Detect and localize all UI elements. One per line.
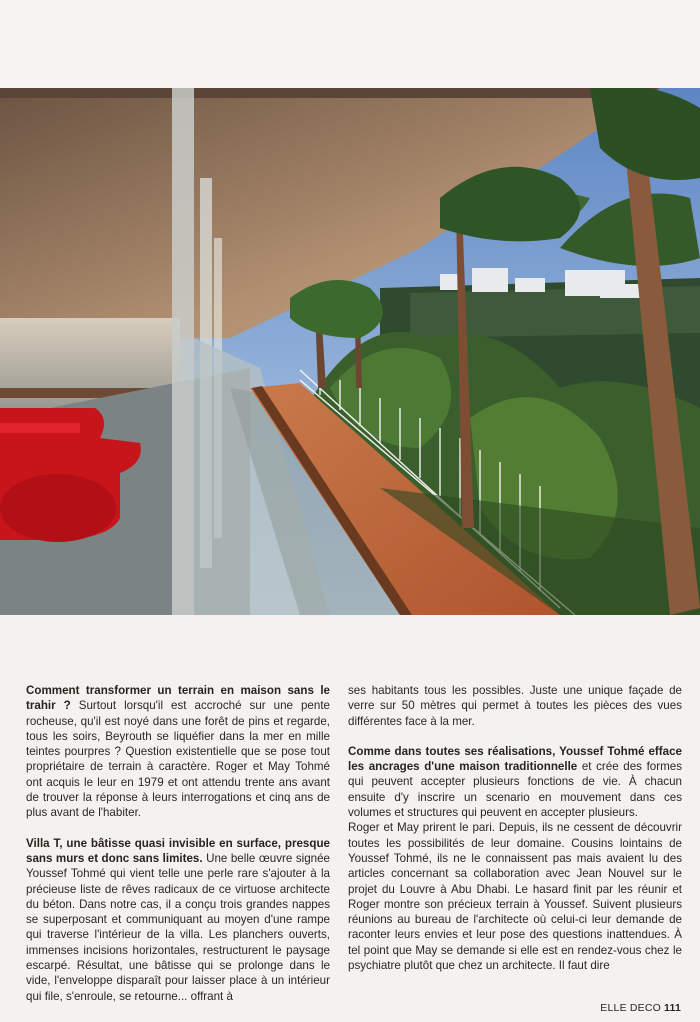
page-number: 111 xyxy=(664,1002,681,1014)
paragraph-lead: Villa T, une bâtisse quasi invisible en surface, presque sans murs et donc sans limites. xyxy=(26,836,330,865)
article-right-column xyxy=(348,683,682,973)
villa-terrace-photo xyxy=(0,88,700,615)
paragraph-lead: Comment transformer un terrain en maison sans le trahir ? xyxy=(26,684,330,713)
paragraph-text: Roger et May prirent le pari. Depuis, ils ne cessent de découvrir toutes les possibilités de leur domaine. Cousins lointains de Youssef Tohmé, ils ne le connaissent pas mais avaient lu des articles concernant sa collaboration avec Jean Nouvel sur le projet du Louvre à Abu Dhabi. Le hasard finit par les réunir et Roger montre son précieux terrain à Youssef. Suivent plusieurs réunions au bureau de l'architecte où celui-ci leur demande de raconter leurs envies et leur pose des questions inattendues. À tel point que May se demande si elle est en rendez-vous chez le psychiatre plutôt que chez un architecte. Il faut dire xyxy=(348,821,682,973)
paragraph-lead: Comme dans toutes ses réalisations, Youssef Tohmé efface les ancrages d'une maison traditionnelle xyxy=(348,744,682,774)
article-paragraph xyxy=(348,820,682,973)
paragraph-text: Surtout lorsqu'il est accroché sur une pente rocheuse, qu'il est noyé dans une forêt de pins et regarde, tous les soirs, Beyrouth se liquéfier dans la mer en mille teintes pourpres ? Question existentielle que se pose tout propriétaire de terrain à caractère. Roger et May Tohmé ont acquis le leur en 1979 et ont attendu trente ans avant de trouver la réponse à leurs interrogations et cinq ans de plus avant de l'habiter. xyxy=(26,699,330,820)
magazine-name: ELLE DECO xyxy=(600,1002,662,1014)
villa-terrace-photo-icon xyxy=(0,88,700,615)
page-top-margin xyxy=(0,0,700,88)
paragraph-text: et crée des formes qui peuvent accepter plusieurs fonctions de vie. À chacun ensuite d'y inscrire un scenario en mouvement dans ces volumes et structures qui peuvent en accepter plusieurs. xyxy=(348,760,683,820)
paragraph-text: Une belle œuvre signée Youssef Tohmé qui vient telle une perle rare s'ajouter à la précieuse liste de rêves radicaux de ce virtuose architecte du béton. Dans notre cas, il a conçu trois grandes nappes se superposant et communiquant au moyen d'une rampe qui traverse l'intérieur de la villa. Les planchers ouverts, immenses incisions horizontales, restructurent le paysage escarpé. Résultat, une bâtisse qui se prolonge dans le vide, l'enveloppe disparaît pour laisser place à un intérieur qui file, s'enroule, se retourne... offrant à xyxy=(26,851,330,1003)
article-paragraph xyxy=(26,836,330,1004)
paragraph-text: ses habitants tous les possibles. Juste une unique façade de verre sur 50 mètres qui permet à toutes les pièces des vues différentes face à la mer. xyxy=(348,684,682,728)
page-folio xyxy=(600,1002,681,1014)
article-paragraph xyxy=(26,683,330,821)
article-paragraph xyxy=(348,683,682,729)
article-left-column xyxy=(26,683,330,1004)
article-paragraph xyxy=(348,744,682,820)
